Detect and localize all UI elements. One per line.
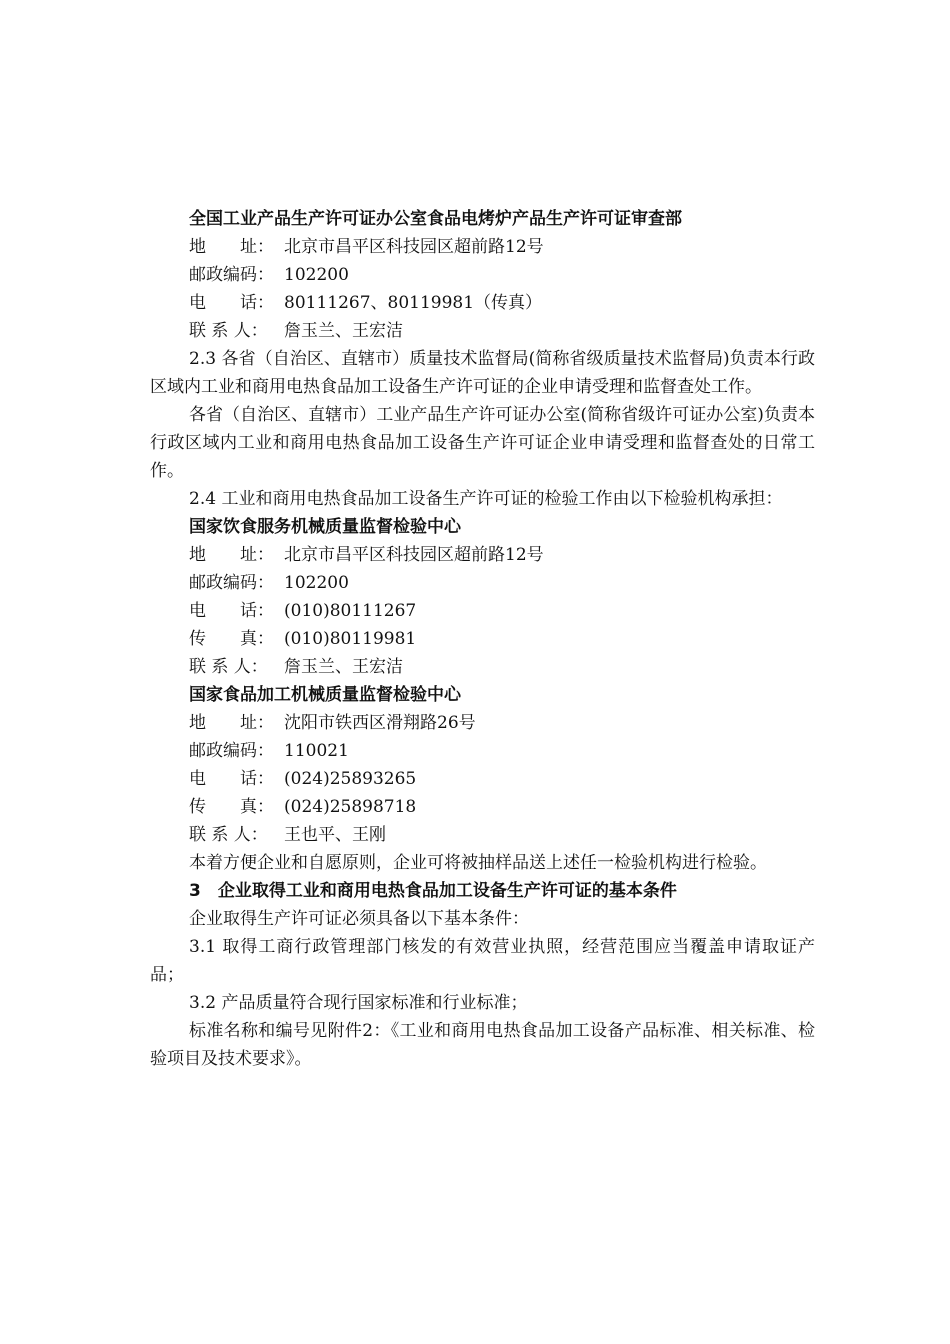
center2-phone-label: 电 话：	[189, 769, 274, 789]
center2-postcode-row	[150, 737, 815, 765]
center2-postcode-label: 邮政编码：	[189, 741, 274, 761]
paragraph-3-2: 3.2 产品质量符合现行国家标准和行业标准；	[189, 993, 528, 1013]
paragraph-3-1: 3.1 取得工商行政管理部门核发的有效营业执照，经营范围应当覆盖申请取证产品；	[150, 937, 815, 985]
paragraph-principle: 本着方便企业和自愿原则，企业可将被抽样品送上述任一检验机构进行检验。	[189, 853, 767, 873]
center2-fax-row	[150, 793, 815, 821]
office-address-label: 地 址：	[189, 237, 274, 257]
office-address-row	[150, 233, 815, 261]
office-postcode-label: 邮政编码：	[189, 265, 274, 285]
center1-fax-label: 传 真：	[189, 629, 274, 649]
office-postcode-row	[150, 261, 815, 289]
center1-address-row	[150, 541, 815, 569]
office-phone-row	[150, 289, 815, 317]
office-address: 北京市昌平区科技园区超前路12号	[284, 237, 544, 257]
office-contact-label: 联 系 人：	[189, 321, 268, 341]
paragraph-conditions: 企业取得生产许可证必须具备以下基本条件：	[189, 909, 529, 929]
center1-phone-label: 电 话：	[189, 601, 274, 621]
center2-contact-label: 联 系 人：	[189, 825, 268, 845]
center2-address: 沈阳市铁西区滑翔路26号	[284, 713, 476, 733]
center2-fax-label: 传 真：	[189, 797, 274, 817]
center1-contact-label: 联 系 人：	[189, 657, 268, 677]
section-3-heading: 3 企业取得工业和商用电热食品加工设备生产许可证的基本条件	[189, 881, 677, 901]
center1-contact-row	[150, 653, 815, 681]
document-body	[150, 205, 815, 1073]
center1-address: 北京市昌平区科技园区超前路12号	[284, 545, 544, 565]
office-heading: 全国工业产品生产许可证办公室食品电烤炉产品生产许可证审查部	[189, 209, 682, 229]
center1-fax-row	[150, 625, 815, 653]
center2-fax: (024)25898718	[284, 797, 417, 817]
center1-phone-row	[150, 597, 815, 625]
center1-postcode: 102200	[284, 573, 349, 593]
center1-heading: 国家饮食服务机械质量监督检验中心	[189, 517, 461, 537]
office-postcode: 102200	[284, 265, 349, 285]
center1-postcode-row	[150, 569, 815, 597]
center2-contact-row	[150, 821, 815, 849]
paragraph-2-3b: 各省（自治区、直辖市）工业产品生产许可证办公室(简称省级许可证办公室)负责本行政区域内工业和商用电热食品加工设备生产许可证企业申请受理和监督查处的日常工作。	[150, 405, 815, 481]
office-contact-row	[150, 317, 815, 345]
center2-postcode: 110021	[284, 741, 349, 761]
center2-address-row	[150, 709, 815, 737]
office-contact: 詹玉兰、王宏洁	[284, 321, 403, 341]
center2-address-label: 地 址：	[189, 713, 274, 733]
paragraph-2-3: 2.3 各省（自治区、直辖市）质量技术监督局(简称省级质量技术监督局)负责本行政区域内工业和商用电热食品加工设备生产许可证的企业申请受理和监督查处工作。	[150, 349, 815, 397]
center2-contact: 王也平、王刚	[284, 825, 386, 845]
paragraph-2-4: 2.4 工业和商用电热食品加工设备生产许可证的检验工作由以下检验机构承担：	[189, 489, 783, 509]
center2-heading: 国家食品加工机械质量监督检验中心	[189, 685, 461, 705]
center1-contact: 詹玉兰、王宏洁	[284, 657, 403, 677]
center1-address-label: 地 址：	[189, 545, 274, 565]
center1-fax: (010)80119981	[284, 629, 417, 649]
paragraph-standards: 标准名称和编号见附件2：《工业和商用电热食品加工设备产品标准、相关标准、检验项目及技术要求》。	[150, 1021, 815, 1069]
center2-phone-row	[150, 765, 815, 793]
office-phone-label: 电 话：	[189, 293, 274, 313]
center1-postcode-label: 邮政编码：	[189, 573, 274, 593]
center2-phone: (024)25893265	[284, 769, 417, 789]
office-phone: 80111267、80119981（传真）	[284, 293, 543, 313]
center1-phone: (010)80111267	[284, 601, 417, 621]
